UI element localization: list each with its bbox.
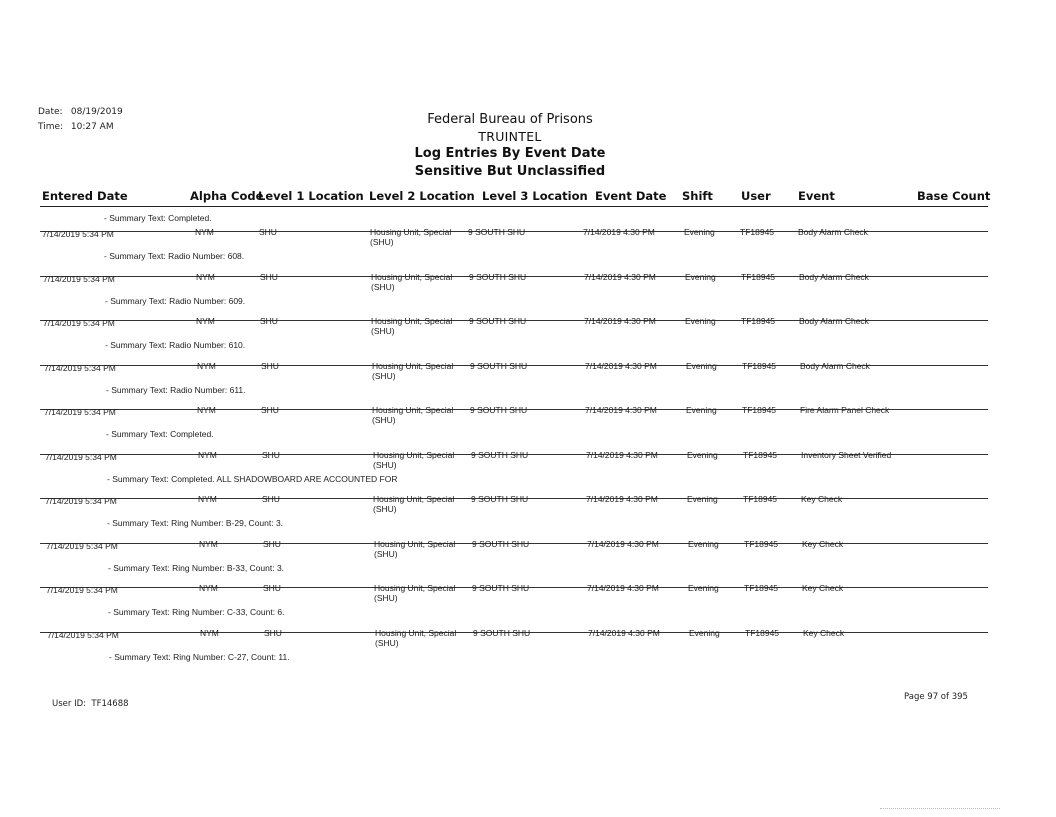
col-event: Event [798,189,835,203]
user-id-value: TF14688 [91,699,129,709]
level2-location-cell: Housing Unit, Special (SHU) [370,227,452,247]
col-shift: Shift [682,189,713,203]
summary-text: - Summary Text: Completed. [104,213,212,223]
report-title: Log Entries By Event Date [414,146,606,161]
user-cell: TF18945 [745,628,780,638]
report-org: Federal Bureau of Prisons [427,112,593,127]
time-value: 10:27 AM [70,122,114,132]
col-level2-location: Level 2 Location [369,189,475,203]
user-id-label: User ID: [52,699,86,709]
summary-text: - Summary Text: Ring Number: B-33, Count: 3. [108,563,285,573]
entered-date-cell: 7/14/2019 5:34 PM [45,496,117,506]
event-cell: Inventory Sheet Verified [801,450,892,460]
header-rule [40,206,988,207]
shift-cell: Evening [686,405,717,415]
level3-location-cell: 9 SOUTH SHU [471,494,529,504]
event-date-cell: 7/14/2019 4:30 PM [588,628,660,638]
level3-location-cell: 9 SOUTH SHU [470,361,528,371]
summary-text: - Summary Text: Radio Number: 611. [106,385,246,395]
level2-location-cell: Housing Unit, Special (SHU) [371,272,453,292]
entered-date-cell: 7/14/2019 5:34 PM [43,274,115,284]
shift-cell: Evening [685,272,716,282]
summary-text: - Summary Text: Radio Number: 608. [104,251,245,261]
scan-smudge [880,808,1000,813]
level2-location-cell: Housing Unit, Special (SHU) [374,539,456,559]
user-cell: TF18945 [741,272,776,282]
entered-date-cell: 7/14/2019 5:34 PM [46,585,118,595]
level3-location-cell: 9 SOUTH SHU [472,539,530,549]
col-alpha-code: Alpha Code [190,189,264,203]
alpha-code-cell: NYM [199,539,218,549]
user-cell: TF18945 [741,316,776,326]
alpha-code-cell: NYM [199,583,218,593]
col-base-count: Base Count [917,189,991,203]
event-date-cell: 7/14/2019 4:30 PM [586,450,658,460]
user-cell: TF18945 [743,494,778,504]
shift-cell: Evening [686,361,717,371]
date-label: Date: [38,107,63,117]
level1-location-cell: SHU [262,494,280,504]
summary-text: - Summary Text: Ring Number: C-27, Count: 11. [109,652,290,662]
col-event-date: Event Date [595,189,667,203]
level3-location-cell: 9 SOUTH SHU [469,272,527,282]
event-cell: Key Check [801,494,843,504]
user-cell: TF18945 [742,405,777,415]
entered-date-cell: 7/14/2019 5:34 PM [42,229,114,239]
level3-location-cell: 9 SOUTH SHU [469,316,527,326]
event-date-cell: 7/14/2019 4:30 PM [587,539,659,549]
entered-date-cell: 7/14/2019 5:34 PM [44,407,116,417]
col-user: User [741,189,771,203]
event-date-cell: 7/14/2019 4:30 PM [585,405,657,415]
user-cell: TF18945 [740,227,775,237]
alpha-code-cell: NYM [198,450,217,460]
event-date-cell: 7/14/2019 4:30 PM [583,227,655,237]
summary-text: - Summary Text: Radio Number: 609. [105,296,246,306]
entered-date-cell: 7/14/2019 5:34 PM [43,318,115,328]
event-cell: Body Alarm Check [799,272,869,282]
event-date-cell: 7/14/2019 4:30 PM [584,272,656,282]
col-entered-date: Entered Date [42,189,128,203]
event-date-cell: 7/14/2019 4:30 PM [587,583,659,593]
summary-text: - Summary Text: Ring Number: C-33, Count: 6. [108,607,285,617]
entered-date-cell: 7/14/2019 5:34 PM [47,630,119,640]
footer-user-id [52,699,129,709]
user-cell: TF18945 [743,450,778,460]
alpha-code-cell: NYM [197,405,216,415]
shift-cell: Evening [687,494,718,504]
event-cell: Key Check [802,583,844,593]
entered-date-cell: 7/14/2019 5:34 PM [46,541,118,551]
alpha-code-cell: NYM [197,361,216,371]
entered-date-cell: 7/14/2019 5:34 PM [45,452,117,462]
report-classification: Sensitive But Unclassified [414,164,606,179]
level2-location-cell: Housing Unit, Special (SHU) [373,494,455,514]
alpha-code-cell: NYM [200,628,219,638]
level1-location-cell: SHU [264,628,282,638]
level1-location-cell: SHU [263,583,281,593]
level3-location-cell: 9 SOUTH SHU [473,628,531,638]
alpha-code-cell: NYM [198,494,217,504]
user-cell: TF18945 [742,361,777,371]
shift-cell: Evening [688,583,719,593]
level3-location-cell: 9 SOUTH SHU [468,227,526,237]
entered-date-cell: 7/14/2019 5:34 PM [44,363,116,373]
shift-cell: Evening [684,227,715,237]
level2-location-cell: Housing Unit, Special (SHU) [372,405,454,425]
user-cell: TF18945 [744,539,779,549]
col-level3-location: Level 3 Location [482,189,588,203]
shift-cell: Evening [685,316,716,326]
level3-location-cell: 9 SOUTH SHU [470,405,528,415]
shift-cell: Evening [689,628,720,638]
event-cell: Key Check [803,628,845,638]
level1-location-cell: SHU [261,361,279,371]
level2-location-cell: Housing Unit, Special (SHU) [373,450,455,470]
event-cell: Fire Alarm Panel Check [800,405,890,415]
event-date-cell: 7/14/2019 4:30 PM [584,316,656,326]
level1-location-cell: SHU [263,539,281,549]
time-label: Time: [38,122,64,132]
level1-location-cell: SHU [261,405,279,415]
shift-cell: Evening [688,539,719,549]
summary-text: - Summary Text: Radio Number: 610. [105,340,246,350]
level2-location-cell: Housing Unit, Special (SHU) [375,628,457,648]
alpha-code-cell: NYM [196,316,215,326]
event-cell: Body Alarm Check [799,316,869,326]
summary-text: - Summary Text: Ring Number: B-29, Count: 3. [107,518,284,528]
alpha-code-cell: NYM [195,227,214,237]
summary-text: - Summary Text: Completed. ALL SHADOWBOARD ARE ACCOUNTED FOR [107,474,398,484]
summary-text: - Summary Text: Completed. [106,429,214,439]
col-level1-location: Level 1 Location [258,189,364,203]
report-system: TRUINTEL [478,129,542,144]
user-cell: TF18945 [744,583,779,593]
shift-cell: Evening [687,450,718,460]
alpha-code-cell: NYM [196,272,215,282]
level1-location-cell: SHU [262,450,280,460]
level2-location-cell: Housing Unit, Special (SHU) [371,316,453,336]
level3-location-cell: 9 SOUTH SHU [471,450,529,460]
level3-location-cell: 9 SOUTH SHU [472,583,530,593]
level1-location-cell: SHU [260,272,278,282]
date-value: 08/19/2019 [70,107,123,117]
level2-location-cell: Housing Unit, Special (SHU) [374,583,456,603]
event-cell: Key Check [802,539,844,549]
level2-location-cell: Housing Unit, Special (SHU) [372,361,454,381]
level1-location-cell: SHU [259,227,277,237]
event-cell: Body Alarm Check [798,227,868,237]
level1-location-cell: SHU [260,316,278,326]
event-cell: Body Alarm Check [800,361,870,371]
event-date-cell: 7/14/2019 4:30 PM [586,494,658,504]
page-number: Page 97 of 395 [904,692,968,702]
event-date-cell: 7/14/2019 4:30 PM [585,361,657,371]
